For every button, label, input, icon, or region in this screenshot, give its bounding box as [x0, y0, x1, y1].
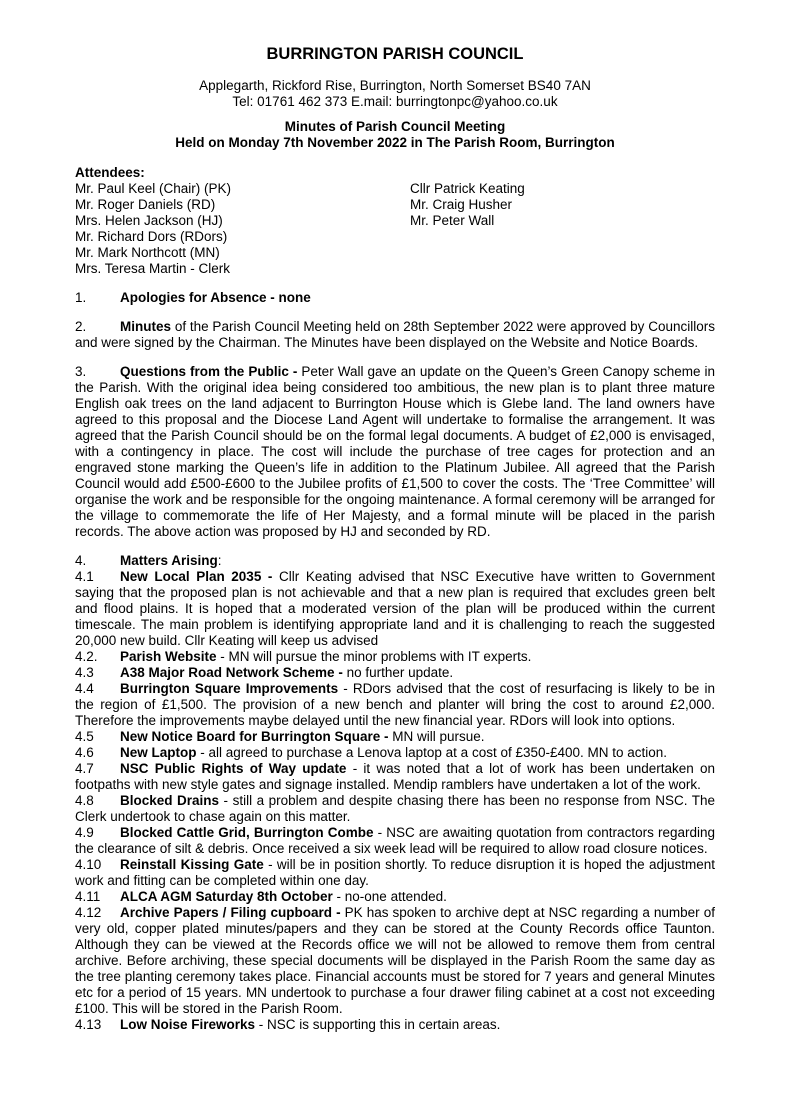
item-number: 4.2. — [75, 649, 98, 664]
doc-title-line2: Held on Monday 7th November 2022 in The Parish Room, Burrington — [175, 135, 615, 150]
attendee: Mr. Roger Daniels (RD) — [75, 197, 216, 212]
attendees-column-right — [410, 181, 715, 277]
item-title: Apologies for Absence - none — [120, 290, 311, 305]
item-text: - still a problem and despite chasing there has been no response from NSC. The Clerk undertook to chase again on this matter. — [75, 793, 715, 824]
attendee: Mrs. Helen Jackson (HJ) — [75, 213, 223, 228]
item-text: - NSC is supporting this in certain areas. — [255, 1017, 501, 1032]
org-contact: Tel: 01761 462 373 E.mail: burringtonpc@yahoo.co.uk — [232, 94, 558, 109]
item-text: - RDors advised that the cost of resurfacing is likely to be in the region of £1,500. The provision of a new bench and planter will bring the cost to around £2,000. Therefore the improvements maybe delayed until the new financial year. RDors will look into options. — [75, 681, 715, 728]
minute-item-new-local-plan — [75, 569, 715, 649]
minute-item-rights-of-way — [75, 761, 715, 793]
minute-item-public-questions — [75, 364, 715, 540]
minute-item-previous-minutes — [75, 319, 715, 351]
item-number: 4. — [75, 553, 87, 568]
item-text: Cllr Keating advised that NSC Executive have written to Government saying that the proposed plan is not achievable and that a new plan is required that excludes green belt and flood plains. It is hoped that a moderated version of the plan will be produced within the current timescale. The main problem is identifying appropriate land and it is challenging to reach the suggested 20,000 new build. Cllr Keating will keep us advised — [75, 569, 715, 648]
item-title: Blocked Cattle Grid, Burrington Combe — [120, 825, 374, 840]
item-title: ALCA AGM Saturday 8th October — [120, 889, 333, 904]
minute-item-apologies — [75, 290, 715, 306]
item-number: 3. — [75, 364, 87, 379]
item-number: 4.12 — [75, 905, 102, 920]
item-title: Matters Arising — [120, 553, 218, 568]
item-number: 4.6 — [75, 745, 94, 760]
item-text: no further update. — [342, 665, 454, 680]
attendee: Cllr Patrick Keating — [410, 181, 525, 196]
item-number: 4.10 — [75, 857, 102, 872]
item-title: Archive Papers / Filing cupboard - — [120, 905, 341, 920]
item-text: : — [217, 553, 222, 568]
item-number: 2. — [75, 319, 87, 334]
item-text: Peter Wall gave an update on the Queen’s Green Canopy scheme in the Parish. With the original idea being considered too ambitious, the new plan is to plant three mature English oak trees on the land adjacent to Burrington House which is Glebe land. The land owners have agreed to this proposal and the Diocese Land Agent will undertake to formalise the arrangement. It was agreed that the Parish Council should be on the formal legal documents. A budget of £2,000 is envisaged, with a contingency in place. The cost will include the purchase of tree cages for protection and an engraved stone marking the Queen’s life in addition to the Platinum Jubilee. All agreed that the Parish Council would add £500-£600 to the Jubilee profits of £1,500 to cover the costs. The ‘Tree Committee’ will organise the work and be responsible for the ongoing maintenance. A formal ceremony will be arranged for the village to commemorate the life of Her Majesty, and a formal minute will be placed in the parish records. The above action was proposed by HJ and seconded by RD. — [75, 364, 715, 539]
item-text: - NSC are awaiting quotation from contractors regarding the clearance of silt & debris. Once received a six week lead will be required to allow road closure notices. — [75, 825, 715, 856]
attendee: Mr. Paul Keel (Chair) (PK) — [75, 181, 232, 196]
item-number: 4.9 — [75, 825, 94, 840]
minute-item-new-laptop — [75, 745, 715, 761]
item-number: 4.11 — [75, 889, 101, 904]
minute-item-alca-agm — [75, 889, 715, 905]
item-text: MN will pursue. — [388, 729, 485, 744]
minute-item-a38-scheme — [75, 665, 715, 681]
minute-item-parish-website — [75, 649, 715, 665]
item-title: Questions from the Public - — [120, 364, 298, 379]
minute-item-archive-papers — [75, 905, 715, 1017]
attendees-column-left — [75, 181, 410, 277]
attendee: Mr. Peter Wall — [410, 213, 495, 228]
item-number: 4.3 — [75, 665, 94, 680]
item-text: PK has spoken to archive dept at NSC regarding a number of very old, copper plated minutes/papers and they can be stored at the County Records office Taunton. Although they can be viewed at the Records office we will not be allowed to remove them from central archive. Before archiving, these special documents will be displayed in the Parish Room the same day as the tree planting ceremony takes place. Financial accounts must be stored for 7 years and general Minutes etc for a period of 15 years. MN undertook to purchase a four drawer filing cabinet at a cost not exceeding £100. This will be stored in the Parish Room. — [75, 905, 715, 1016]
attendees-label: Attendees: — [75, 165, 145, 180]
attendee: Mr. Mark Northcott (MN) — [75, 245, 220, 260]
item-title: New Notice Board for Burrington Square - — [120, 729, 389, 744]
attendee: Mr. Richard Dors (RDors) — [75, 229, 228, 244]
item-number: 1. — [75, 290, 87, 305]
item-number: 4.8 — [75, 793, 94, 808]
minute-item-matters-arising — [75, 553, 715, 569]
item-title: New Laptop — [120, 745, 197, 760]
item-title: NSC Public Rights of Way update — [120, 761, 347, 776]
minute-item-fireworks — [75, 1017, 715, 1033]
item-number: 4.5 — [75, 729, 94, 744]
item-title: Blocked Drains — [120, 793, 220, 808]
item-title: Parish Website — [120, 649, 217, 664]
item-title: A38 Major Road Network Scheme - — [120, 665, 343, 680]
minute-item-cattle-grid — [75, 825, 715, 857]
org-address: Applegarth, Rickford Rise, Burrington, North Somerset BS40 7AN — [199, 78, 591, 93]
item-number: 4.1 — [75, 569, 94, 584]
minute-item-notice-board — [75, 729, 715, 745]
org-title: BURRINGTON PARISH COUNCIL — [266, 45, 524, 63]
minute-item-kissing-gate — [75, 857, 715, 889]
item-text: - MN will pursue the minor problems with IT experts. — [216, 649, 532, 664]
minute-item-square-improvements — [75, 681, 715, 729]
item-text: of the Parish Council Meeting held on 28th September 2022 were approved by Councillors and were signed by the Chairman. The Minutes have been displayed on the Website and Notice Boards. — [75, 319, 715, 350]
item-title: Reinstall Kissing Gate — [120, 857, 264, 872]
item-title: Burrington Square Improvements — [120, 681, 339, 696]
minute-item-blocked-drains — [75, 793, 715, 825]
item-number: 4.4 — [75, 681, 94, 696]
item-text: - will be in position shortly. To reduce disruption it is hoped the adjustment work and fitting can be completed within one day. — [75, 857, 715, 888]
item-title: New Local Plan 2035 - — [120, 569, 273, 584]
item-text: - it was noted that a lot of work has been undertaken on footpaths with new style gates and signage installed. Mendip ramblers have undertaken a lot of the work. — [75, 761, 715, 792]
item-text: - all agreed to purchase a Lenova laptop at a cost of £350-£400. MN to action. — [196, 745, 668, 760]
attendee: Mrs. Teresa Martin - Clerk — [75, 261, 231, 276]
item-text: - no-one attended. — [332, 889, 447, 904]
item-title: Low Noise Fireworks — [120, 1017, 256, 1032]
attendees-section — [75, 165, 715, 277]
doc-title-line1: Minutes of Parish Council Meeting — [284, 119, 506, 134]
item-number: 4.13 — [75, 1017, 102, 1032]
item-number: 4.7 — [75, 761, 94, 776]
attendee: Mr. Craig Husher — [410, 197, 513, 212]
item-title: Minutes — [120, 319, 172, 334]
